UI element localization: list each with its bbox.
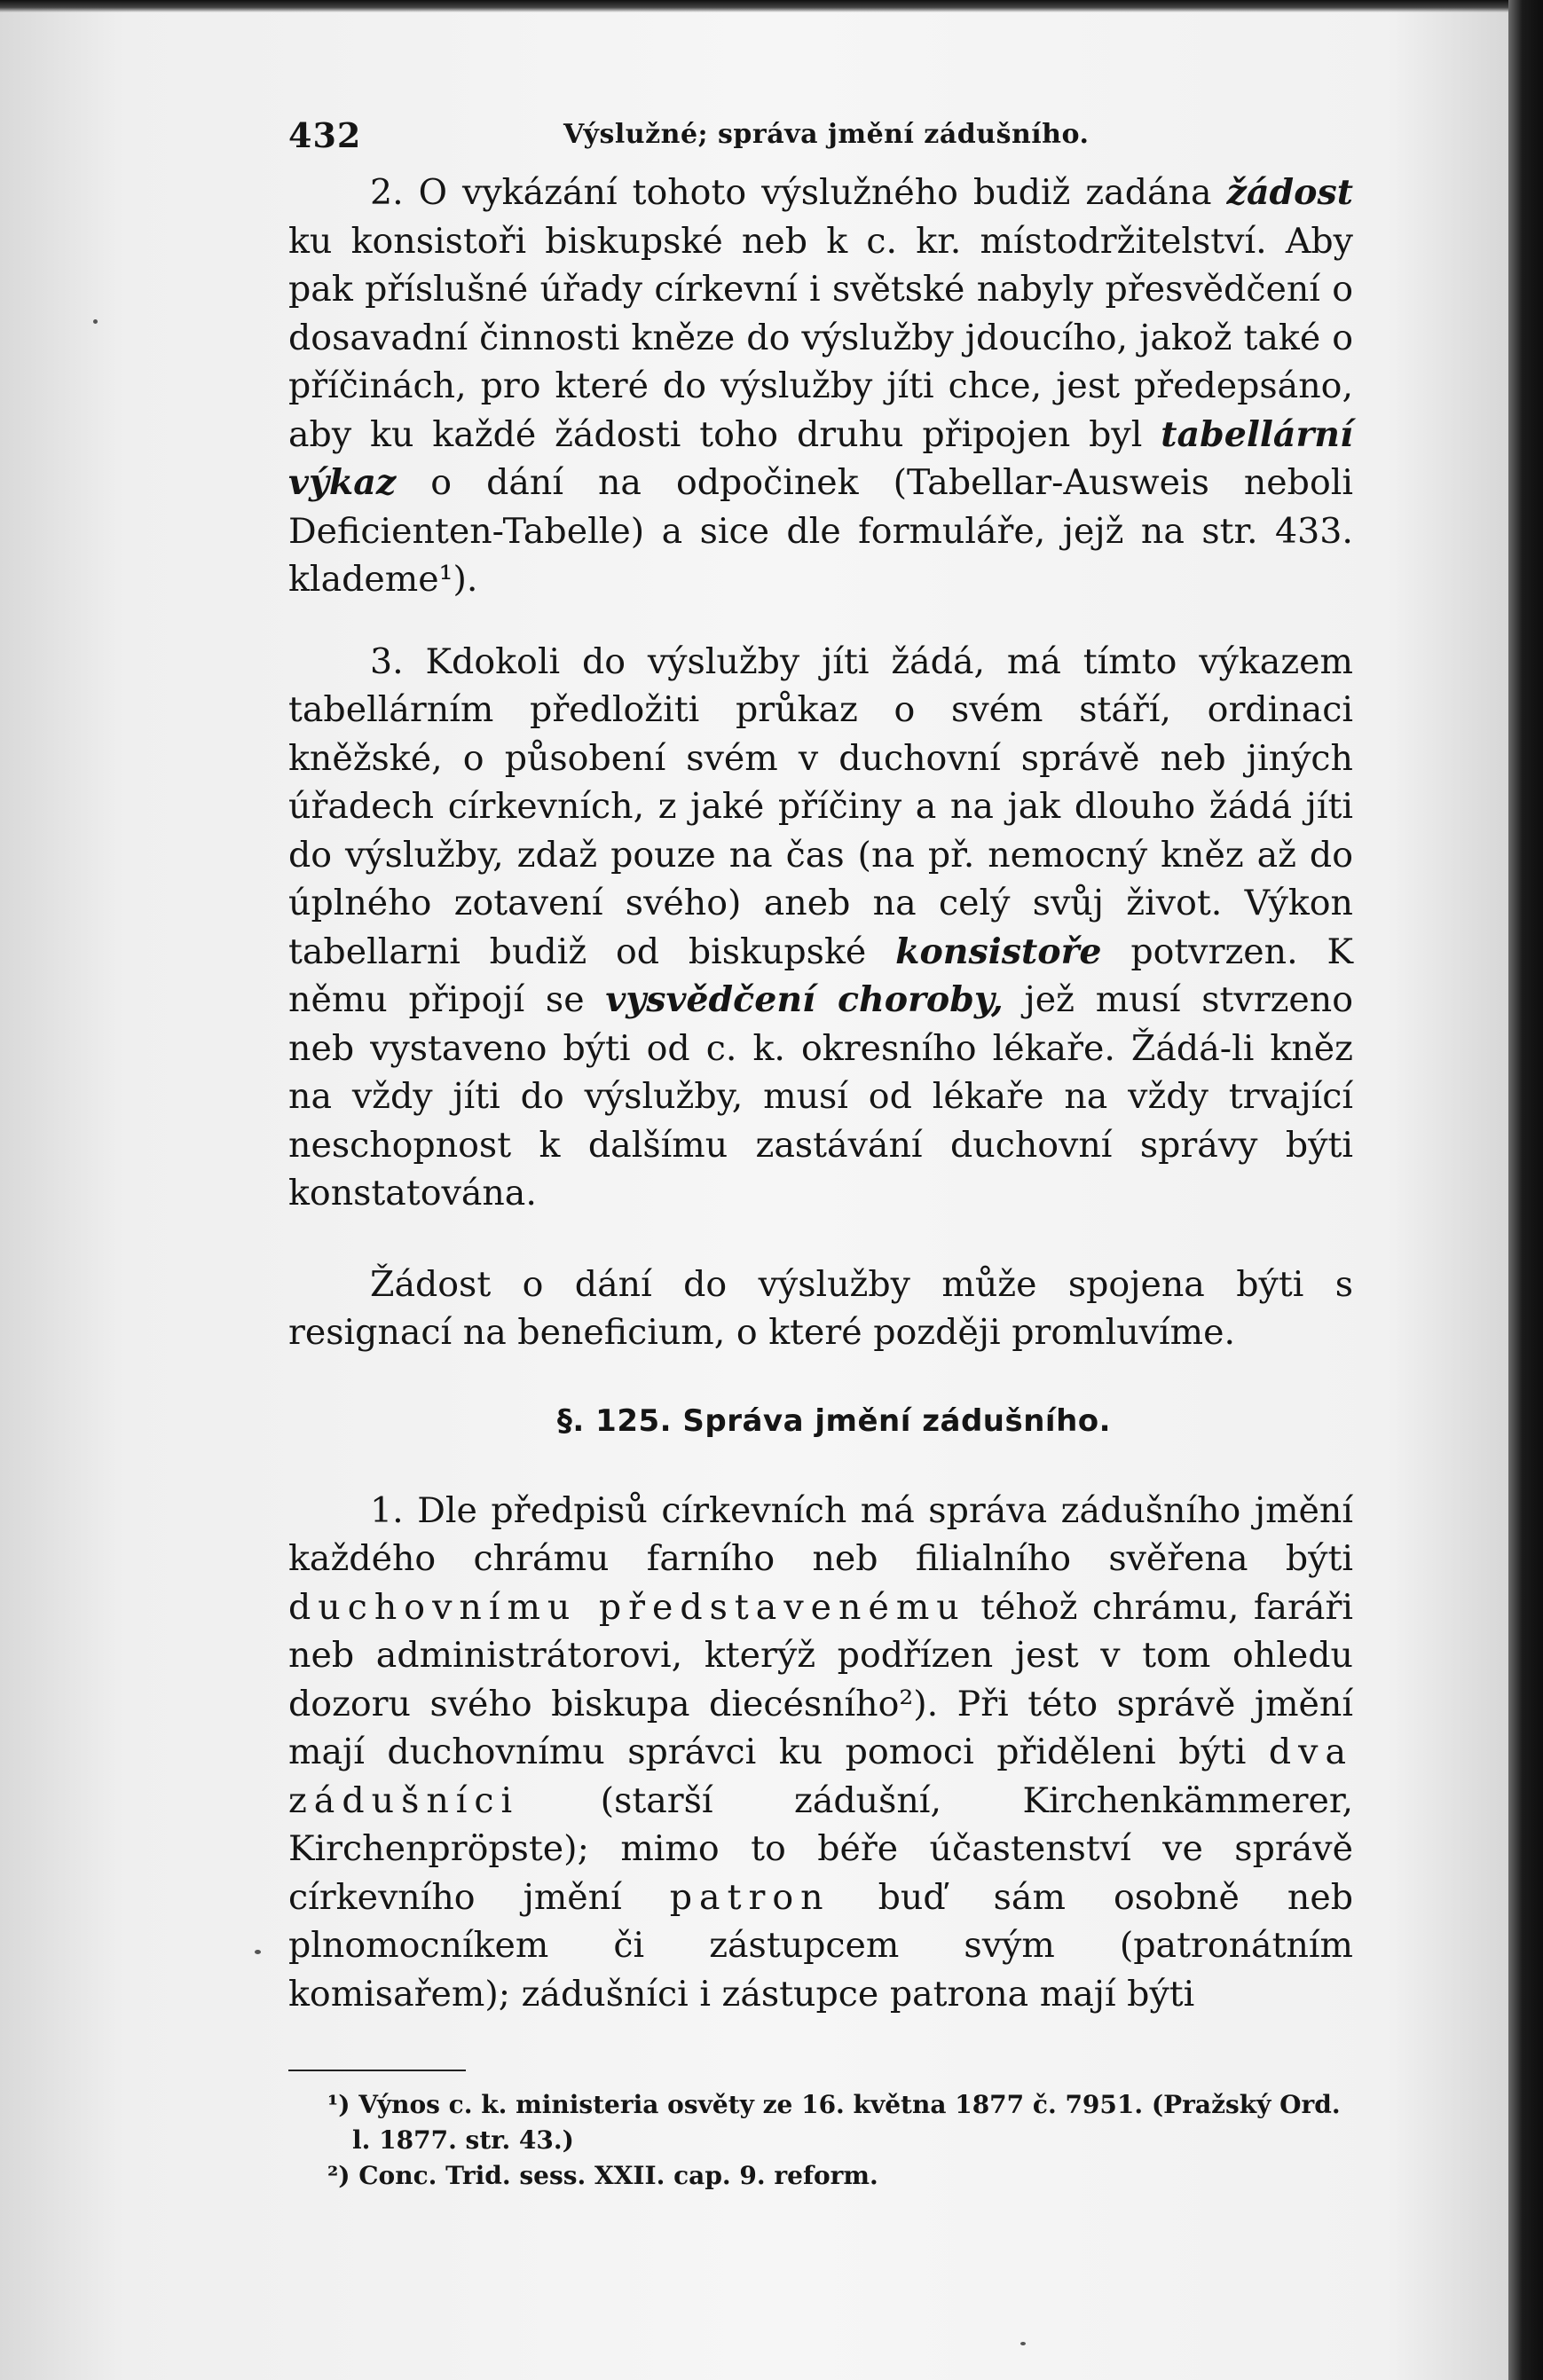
- running-title: Výslužné; správa jmění zádušního.: [563, 119, 1090, 150]
- text-run: buď sám osobně neb plnomocníkem či zástupcem svým (patronátním komisařem); zádušníci i zástupce patrona mají býti: [288, 1876, 1353, 2015]
- emphasis: žádost: [1226, 172, 1353, 213]
- footnote-1: ¹) Výnos c. k. ministeria osvěty ze 16. května 1877 č. 7951. (Pražský Ord. l. 1877. str. 43.): [327, 2090, 1341, 2155]
- footnote-2: ²) Conc. Trid. sess. XXII. cap. 9. reform.: [327, 2161, 878, 2190]
- book-page: [288, 115, 1353, 2194]
- paragraph-2: [288, 169, 1353, 604]
- spaced-emphasis: duchovnímu představenému: [288, 1586, 966, 1628]
- emphasis: vysvědčení choroby,: [605, 979, 1004, 1020]
- scan-top-edge: [0, 0, 1543, 12]
- page-header: [288, 115, 1353, 169]
- text-run: o dání na odpočinek (Tabellar-Ausweis neboli Deficienten-Tabelle) a sice dle formuláře, jejž na str. 433. klademe¹).: [288, 462, 1353, 600]
- scan-speck: [93, 319, 98, 324]
- text-run: 1. Dle předpisů církevních má správa zádušního jmění každého chrámu farního neb filialního svěřena býti: [288, 1489, 1353, 1579]
- scan-speck: [255, 1950, 261, 1954]
- section-heading: §. 125. Správa jmění zádušního.: [556, 1402, 1112, 1439]
- footnote-rule: [288, 2070, 466, 2071]
- spaced-emphasis: patron: [669, 1876, 831, 1918]
- page-number: 432: [288, 115, 362, 155]
- paragraph-3: [288, 638, 1353, 1218]
- text-run: (starší zádušní, Kirchenkämmerer, Kirchenpröpste); mimo to béře účastenství ve správě církevního jmění: [288, 1779, 1353, 1918]
- emphasis: konsistoře: [895, 931, 1102, 972]
- paragraph-4: Žádost o dání do výslužby může spojena býti s resignací na beneficium, o které později promluvíme.: [288, 1263, 1353, 1353]
- text-run: ku konsistoři biskupské neb k c. kr. místodržitelství. Aby pak příslušné úřady církevní i světské nabyly přesvědčení o dosavadní činnosti kněze do výslužby jdoucího, jakož také o příčinách, pro které do výslužby jíti chce, jest předepsáno, aby ku každé žádosti toho druhu připojen byl: [288, 220, 1353, 455]
- text-run: 2. O vykázání tohoto výslužného budiž zadána: [370, 172, 1227, 213]
- emphasis: tabellární výkaz: [288, 413, 1353, 503]
- text-run: jež musí stvrzeno neb vystaveno býti od c. k. okresního lékaře. Žádá-li kněz na vždy jíti do výslužby, musí od lékaře na vždy trvající neschopnost k dalšímu zastávání duchovní správy býti konstatována.: [288, 979, 1353, 1214]
- scan-right-edge: [1508, 0, 1543, 2380]
- text-run: téhož chrámu, faráři neb administrátorovi, kterýž podřízen jest v tom ohledu dozoru svého biskupa diecésního²). Při této správě jmění mají duchovnímu správci ku pomoci přiděleni býti: [288, 1586, 1353, 1772]
- scan-speck: [1020, 2342, 1026, 2345]
- text-run: potvrzen. K němu připojí se: [288, 931, 1353, 1020]
- spaced-emphasis: dva zádušníci: [288, 1732, 1353, 1821]
- paragraph-5: [288, 1487, 1353, 2019]
- text-run: 3. Kdokoli do výslužby jíti žádá, má tímto výkazem tabellárním předložiti průkaz o svém stáří, ordinaci kněžské, o působení svém v duchovní správě neb jiných úřadech církevních, z jaké příčiny a na jak dlouho žádá jíti do výslužby, zdaž pouze na čas (na př. nemocný kněz až do úplného zotavení svého) aneb na celý svůj život. Výkon tabellarni budiž od biskupské: [288, 640, 1353, 972]
